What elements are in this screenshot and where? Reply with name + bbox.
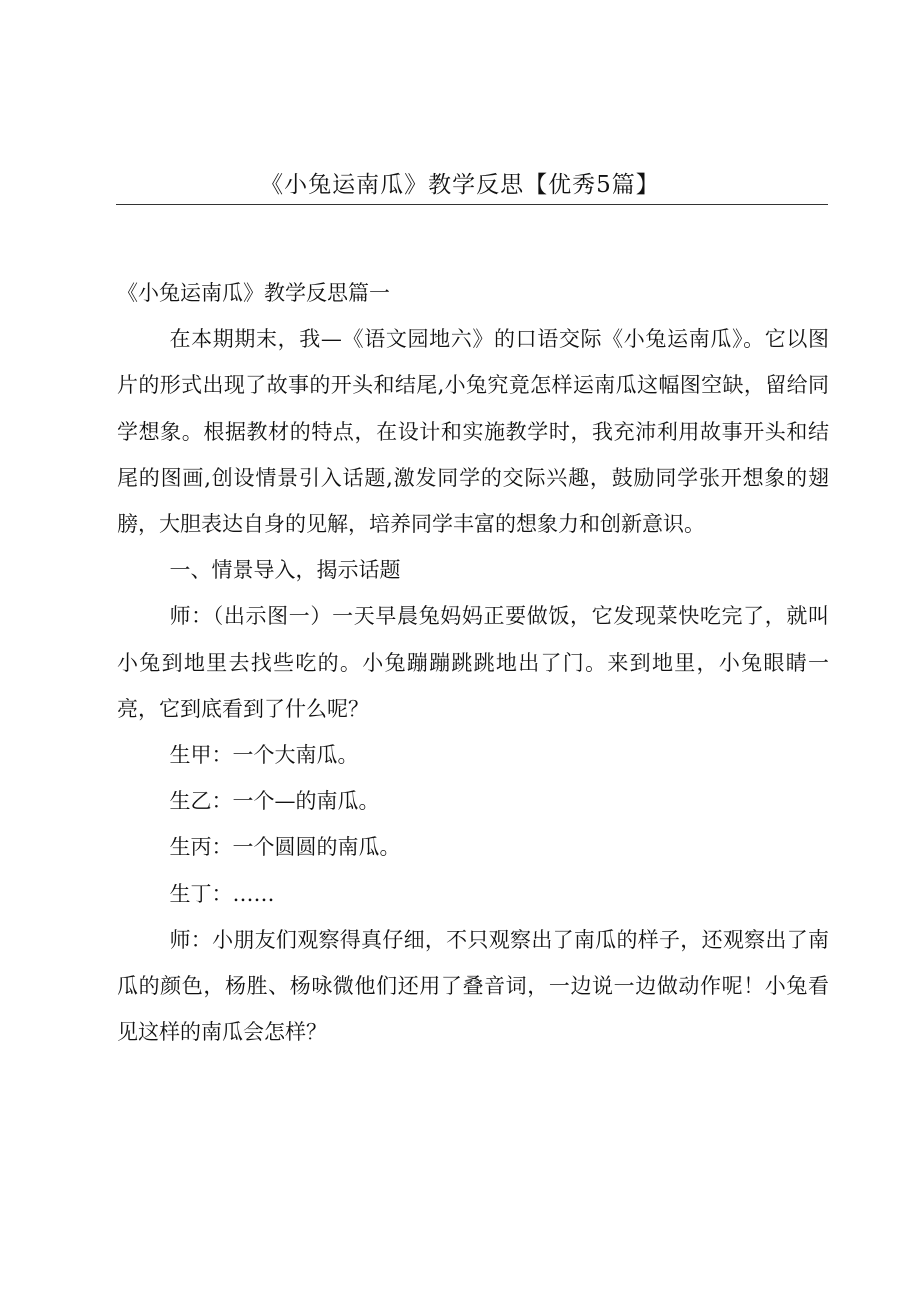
paragraph-teacher-2: 师：小朋友们观察得真仔细，不只观察出了南瓜的样子，还观察出了南瓜的颜色，杨胜、杨咏微他们还用了叠音词，一边说一边做动作呢！小兔看见这样的南瓜会怎样？: [117, 927, 829, 1045]
subheading-intro-topic: 一、情景导入，揭示话题: [169, 558, 401, 583]
paragraph-student-c: 生丙：一个圆圆的南瓜。: [169, 835, 401, 860]
document-body: [117, 270, 829, 1055]
paragraph-student-b: 生乙：一个—的南瓜。: [169, 789, 380, 814]
section-heading: 《小兔运南瓜》教学反思篇一: [117, 281, 390, 305]
paragraph-intro: 在本期期末，我—《语文园地六》的口语交际《小兔运南瓜》。它以图片的形式出现了故事的开头和结尾,小兔究竟怎样运南瓜这幅图空缺，留给同学想象。根据教材的特点，在设计和实施教学时，我充沛利用故事开头和结尾的图画,创设情景引入话题,激发同学的交际兴趣，鼓励同学张开想象的翅膀，大胆表达自身的见解，培养同学丰富的想象力和创新意识。: [117, 327, 829, 537]
document-title: 《小兔运南瓜》教学反思【优秀5篇】: [260, 172, 660, 198]
paragraph-teacher-1: 师：（出示图一）一天早晨兔妈妈正要做饭，它发现菜快吃完了，就叫小兔到地里去找些吃的。小兔蹦蹦跳跳地出了门。来到地里，小兔眼睛一亮，它到底看到了什么呢？: [117, 604, 829, 721]
paragraph-student-d: 生丁：……: [169, 881, 275, 906]
paragraph-student-a: 生甲：一个大南瓜。: [169, 743, 359, 768]
title-underline: [116, 204, 828, 205]
